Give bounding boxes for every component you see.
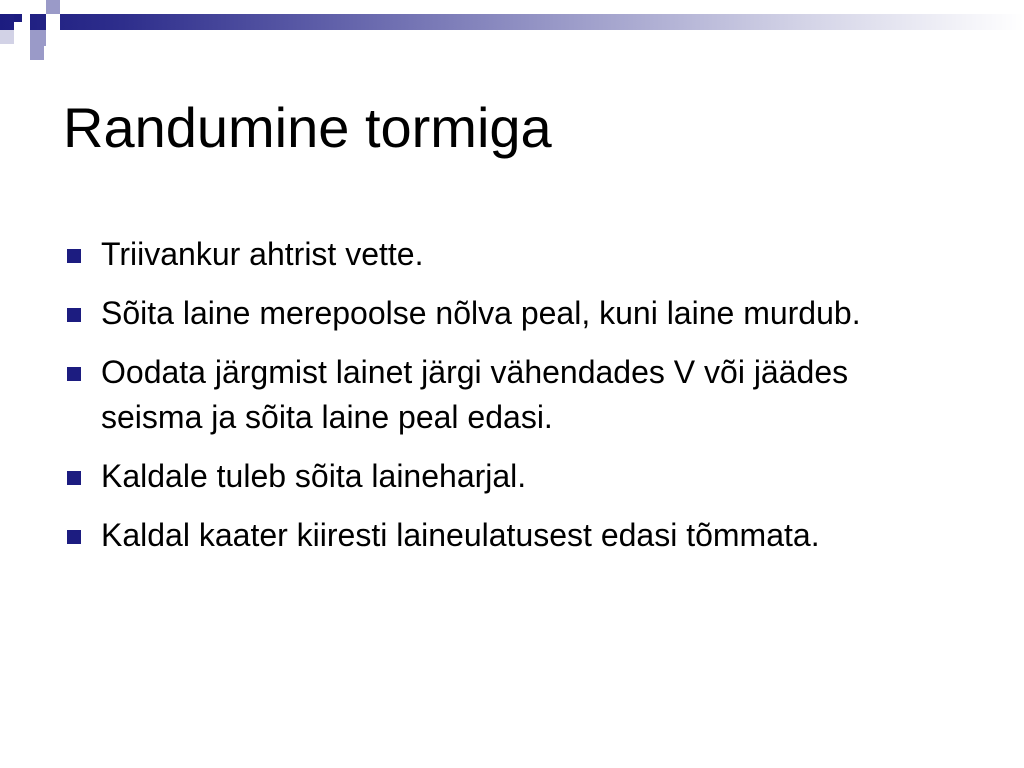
bullet-text: Triivankur ahtrist vette. (101, 236, 424, 272)
bullet-list (64, 232, 944, 572)
header-decoration-band (0, 14, 1024, 30)
decoration-square (0, 30, 14, 44)
decoration-square (30, 46, 44, 60)
bullet-item (64, 454, 944, 499)
square-bullet-icon (67, 308, 81, 322)
decoration-square (46, 14, 60, 30)
square-bullet-icon (67, 367, 81, 381)
decoration-square (30, 0, 46, 14)
square-bullet-icon (67, 249, 81, 263)
square-bullet-icon (67, 530, 81, 544)
bullet-text: Sõita laine merepoolse nõlva peal, kuni laine murdub. (101, 295, 861, 331)
square-bullet-icon (67, 471, 81, 485)
decoration-square (30, 30, 46, 46)
bullet-text: Kaldal kaater kiiresti laineulatusest edasi tõmmata. (101, 517, 820, 553)
decoration-square (14, 14, 22, 22)
bullet-item (64, 513, 944, 558)
bullet-text: Oodata järgmist lainet järgi vähendades V või jäädes seisma ja sõita laine peal edasi. (101, 354, 849, 435)
bullet-item (64, 291, 944, 336)
bullet-item (64, 232, 944, 277)
decoration-square (46, 0, 60, 14)
bullet-text: Kaldale tuleb sõita laineharjal. (101, 458, 527, 494)
slide-title: Randumine tormiga (63, 96, 552, 159)
bullet-item (64, 350, 944, 440)
